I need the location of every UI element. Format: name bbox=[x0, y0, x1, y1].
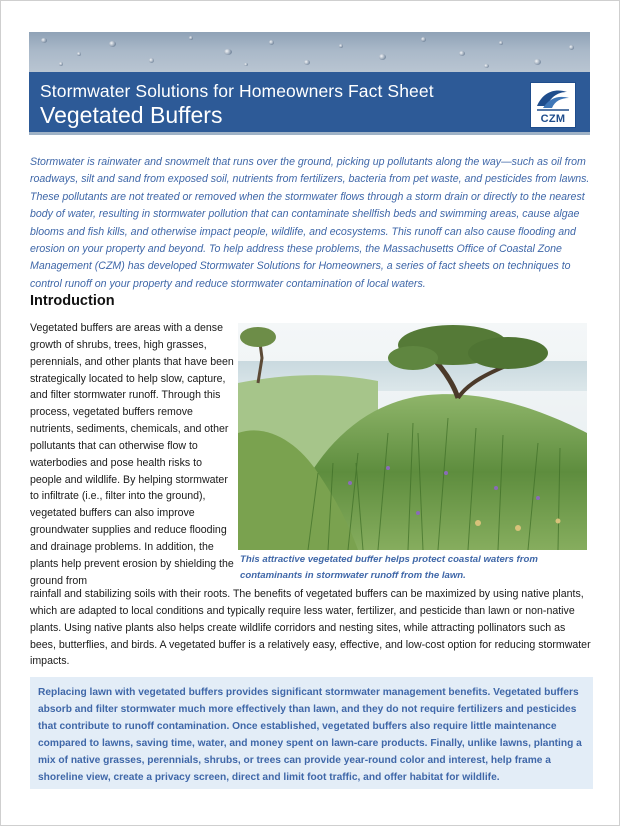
wave-logo-icon bbox=[535, 86, 571, 112]
section-heading-introduction: Introduction bbox=[30, 293, 115, 309]
callout-text: Replacing lawn with vegetated buffers provides significant stormwater management benefits. Vegetated buffers absorb and filter stormwater much more effectively than lawn, and they do not require fertilizers and pesticides that contribute to runoff contamination. Once established, vegetated buffers also require little maintenance compared to lawns, saving time, water, and money spent on lawn-care products. Finally, unlike lawns, planting a mix of native grasses, perennials, shrubs, or trees can provide year-round color and interest, help frame a shoreline view, create a privacy screen, direct and limit foot traffic, and offer habitat for wildlife. bbox=[38, 687, 582, 783]
intro-paragraph: Stormwater is rainwater and snowmelt that runs over the ground, picking up pollutants along the way—such as oil from roadways, silt and sand from exposed soil, nutrients from fertilizers, bacteria from pet waste, and pesticides from lawns. These pollutants are not treated or removed when the stormwater flows through a storm drain or directly to the nearest body of water, resulting in stormwater pollution that can contaminate shellfish beds and swimming areas, cause algae blooms and fish kills, and otherwise impact people, wildlife, and ecosystems. This runoff can also cause flooding and erosion on your property and beyond. To help address these problems, the Massachusetts Office of Coastal Zone Management (CZM) has developed Stormwater Solutions for Homeowners, a series of fact sheets on techniques to control runoff on your property and reduce stormwater contamination of local waters. bbox=[30, 156, 590, 290]
introduction-full-width bbox=[30, 586, 593, 670]
callout-box bbox=[30, 677, 593, 789]
logo-text: CZM bbox=[540, 113, 566, 125]
photo-caption: This attractive vegetated buffer helps protect coastal waters from contaminants in stormwater runoff from the lawn. bbox=[240, 554, 538, 581]
banner-bottom-strip bbox=[29, 132, 590, 135]
banner-subtitle: Stormwater Solutions for Homeowners Fact Sheet bbox=[40, 81, 434, 101]
introduction-full-text: rainfall and stabilizing soils with their roots. The benefits of vegetated buffers can be maximized by using native plants, which are adapted to local conditions and typically require less water, fertilizer, and pesticide than lawn or non-native plants. Using native plants also helps create wildlife corridors and nesting sites, while attracting pollinators such as bees, butterflies, and birds. A vegetated buffer is a relatively easy, effective, and low-cost option for reducing stormwater impacts. bbox=[30, 588, 591, 668]
banner-rain-photo bbox=[29, 32, 590, 72]
vegetated-buffer-photo bbox=[238, 323, 587, 550]
page-title: Vegetated Buffers bbox=[40, 102, 223, 128]
introduction-column-text: Vegetated buffers are areas with a dense growth of shrubs, trees, high grasses, perennials, and other plants that have been strategically located to help slow, capture, and filter stormwater runoff. Through this process, vegetated buffers remove nutrients, sediments, chemicals, and other pollutants that can otherwise flow to waterbodies and pose health risks to people and wildlife. By helping stormwater to infiltrate (i.e., filter into the ground), vegetated buffers can also improve groundwater supplies and reduce flooding and drainage problems. In addition, the plants help prevent erosion by shielding the ground from bbox=[30, 322, 234, 587]
buffer-landscape-image bbox=[238, 323, 587, 550]
introduction-column bbox=[30, 320, 235, 590]
czm-logo bbox=[530, 82, 576, 128]
